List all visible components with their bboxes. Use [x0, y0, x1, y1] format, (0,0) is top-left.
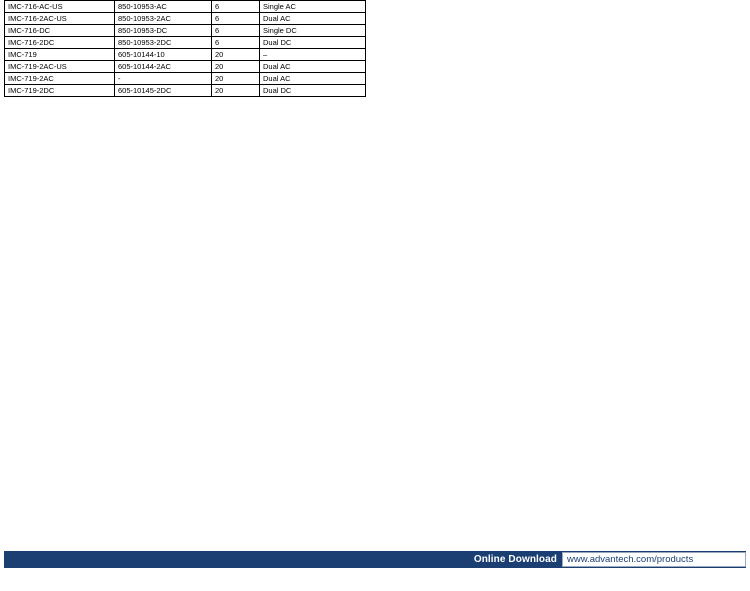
cell-part-number: 605-10144-10 — [115, 49, 212, 61]
footer-bar — [4, 551, 746, 568]
table-row — [5, 25, 366, 37]
cell-ports: 20 — [212, 73, 260, 85]
cell-model: IMC-719-2AC — [5, 73, 115, 85]
cell-power: Dual DC — [260, 37, 366, 49]
cell-part-number: 850-10953-DC — [115, 25, 212, 37]
cell-part-number: 850-10953-2AC — [115, 13, 212, 25]
cell-ports: 6 — [212, 37, 260, 49]
cell-part-number: 850-10953-2DC — [115, 37, 212, 49]
cell-model: IMC-716-2DC — [5, 37, 115, 49]
product-table — [4, 0, 366, 97]
table-row — [5, 61, 366, 73]
cell-ports: 6 — [212, 25, 260, 37]
cell-power: Dual AC — [260, 73, 366, 85]
table-row — [5, 49, 366, 61]
online-download-label: Online Download — [473, 554, 557, 565]
cell-power: Dual DC — [260, 85, 366, 97]
cell-part-number: - — [115, 73, 212, 85]
cell-model: IMC-716-AC-US — [5, 1, 115, 13]
cell-ports: 20 — [212, 61, 260, 73]
cell-part-number: 605-10145-2DC — [115, 85, 212, 97]
cell-power: Dual AC — [260, 61, 366, 73]
table-row — [5, 85, 366, 97]
cell-model: IMC-716-DC — [5, 25, 115, 37]
cell-power: Single AC — [260, 1, 366, 13]
cell-model: IMC-716-2AC-US — [5, 13, 115, 25]
footer-url-text: www.advantech.com/products — [567, 554, 694, 565]
cell-ports: 20 — [212, 49, 260, 61]
table-row — [5, 1, 366, 13]
product-table-container — [4, 0, 365, 97]
product-table-body — [5, 1, 366, 97]
cell-ports: 20 — [212, 85, 260, 97]
cell-part-number: 605-10144-2AC — [115, 61, 212, 73]
cell-power: – — [260, 49, 366, 61]
cell-model: IMC-719 — [5, 49, 115, 61]
cell-power: Dual AC — [260, 13, 366, 25]
table-row — [5, 73, 366, 85]
table-row — [5, 37, 366, 49]
footer-url-box[interactable] — [562, 552, 746, 567]
cell-ports: 6 — [212, 13, 260, 25]
cell-power: Single DC — [260, 25, 366, 37]
cell-model: IMC-719-2DC — [5, 85, 115, 97]
cell-model: IMC-719-2AC-US — [5, 61, 115, 73]
cell-part-number: 850-10953-AC — [115, 1, 212, 13]
footer-content — [474, 551, 746, 568]
table-row — [5, 13, 366, 25]
cell-ports: 6 — [212, 1, 260, 13]
